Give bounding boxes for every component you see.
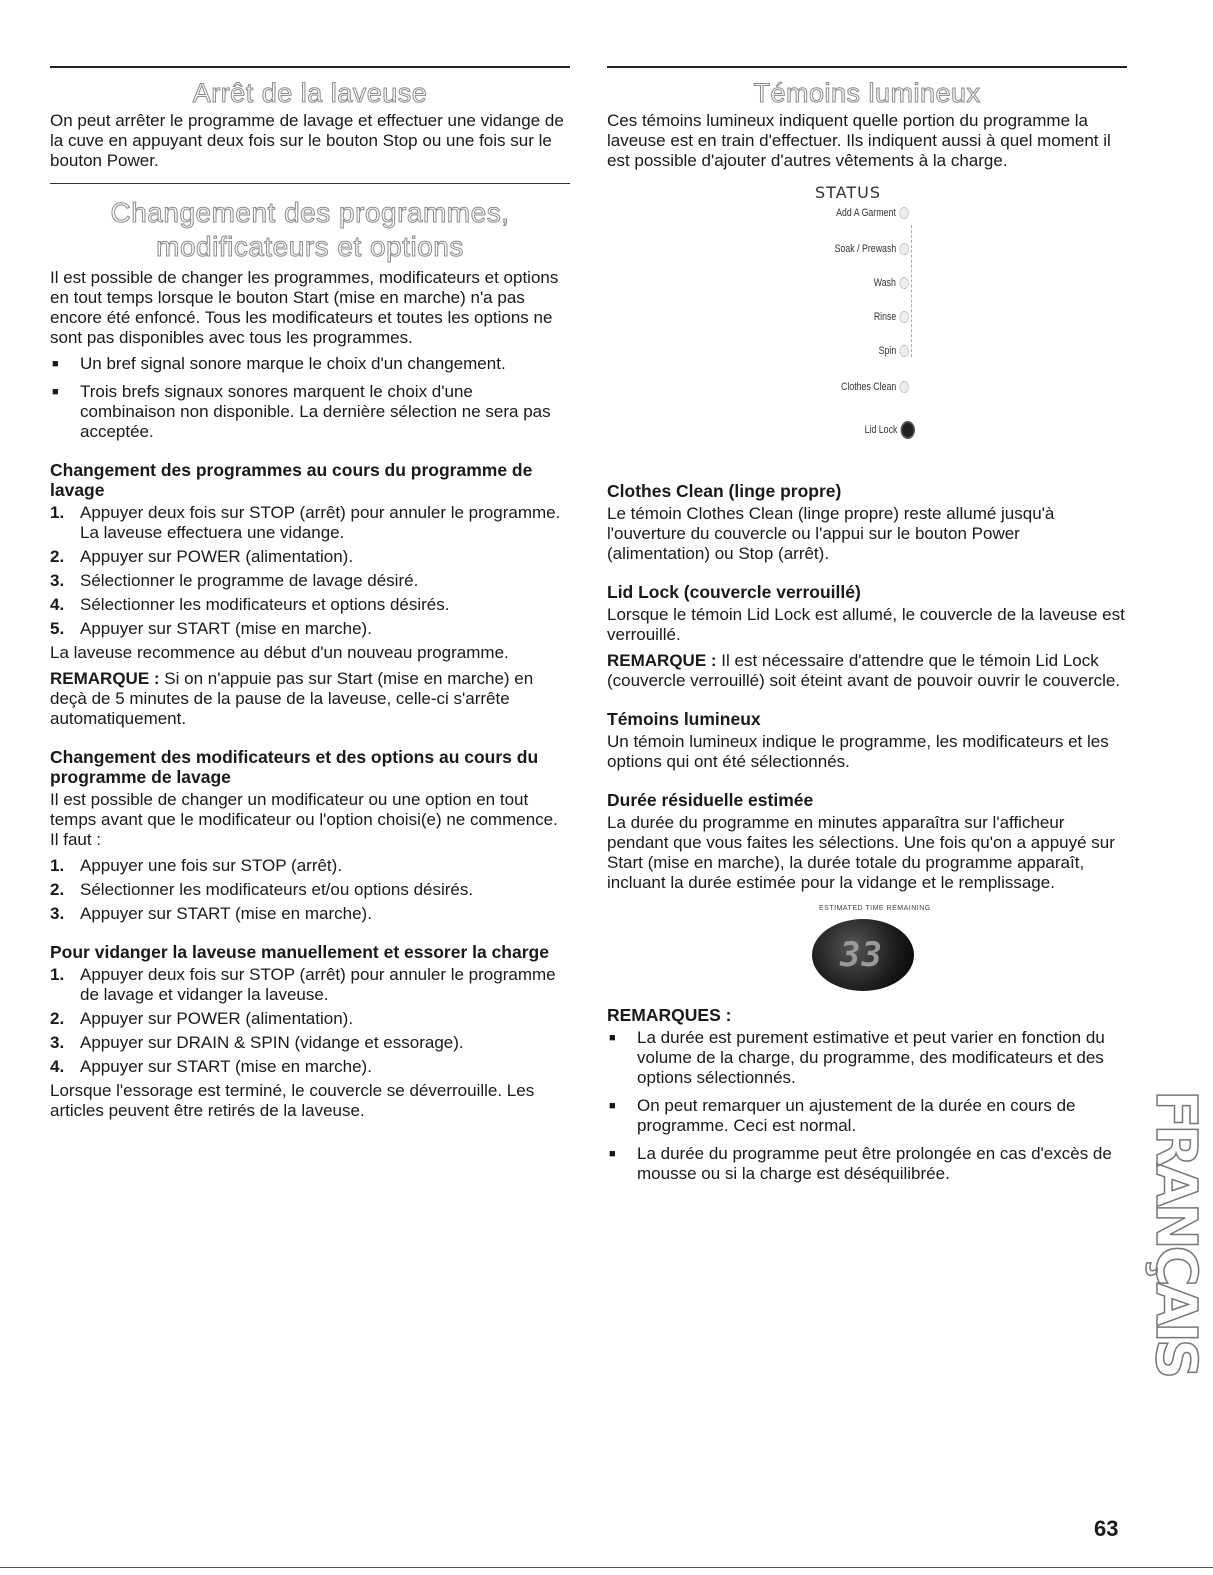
sub1-steps xyxy=(50,503,570,639)
list-item xyxy=(50,1009,570,1029)
status-label: Clothes Clean xyxy=(840,381,897,393)
sub2-intro: Il est possible de changer un modificateur ou une option en tout temps avant que le modificateur ou l'option choisi(e) ne commence. Il faut : xyxy=(50,790,558,849)
clothes-clean-heading: Clothes Clean (linge propre) xyxy=(607,481,842,501)
lock-indicator-icon xyxy=(901,421,915,439)
status-label: Add A Garment xyxy=(836,207,897,219)
indicator-light-icon xyxy=(899,311,909,323)
list-item: ■ On peut remarquer un ajustement de la durée en cours de programme. Ceci est normal. xyxy=(607,1096,1127,1136)
list-item xyxy=(50,880,570,900)
status-item-soak xyxy=(835,243,909,255)
step-number: 1. xyxy=(50,503,65,522)
side-language-label: FRANÇAIS xyxy=(1143,1090,1208,1376)
step-number: 3. xyxy=(50,571,65,590)
sub3-heading: Pour vidanger la laveuse manuellement et essorer la charge xyxy=(50,942,549,962)
step-number: 4. xyxy=(50,1057,65,1076)
step-text: Sélectionner les modificateurs et/ou options désirés. xyxy=(80,880,474,899)
step-text: Appuyer une fois sur STOP (arrêt). xyxy=(80,856,343,875)
list-item: ■ La durée du programme peut être prolongée en cas d'excès de mousse ou si la charge est déséquilibrée. xyxy=(607,1144,1127,1184)
step-text: Sélectionner le programme de lavage désiré. xyxy=(80,571,419,590)
note-label: REMARQUE : xyxy=(50,669,160,688)
status-label: Soak / Prewash xyxy=(834,243,897,255)
indicator-light-icon xyxy=(899,345,909,357)
left-column xyxy=(50,66,570,1127)
indicator-light-icon xyxy=(899,277,909,289)
sub3-steps xyxy=(50,965,570,1077)
step-text: Appuyer deux fois sur STOP (arrêt) pour annuler le programme de lavage et vidanger la laveuse. xyxy=(80,965,556,1004)
status-item-wash xyxy=(874,277,909,289)
remarques-heading: REMARQUES : xyxy=(607,1005,732,1025)
lid-lock-note xyxy=(607,651,1127,691)
list-item: ■ Un bref signal sonore marque le choix d'un changement. xyxy=(50,354,570,374)
step-number: 2. xyxy=(50,1009,65,1028)
page-number: 63 xyxy=(1094,1516,1119,1541)
status-label: Wash xyxy=(874,277,897,289)
sub1-note xyxy=(50,669,570,729)
step-text: Appuyer deux fois sur STOP (arrêt) pour annuler le programme. La laveuse effectuera une vidange. xyxy=(80,503,561,542)
note-label: REMARQUE : xyxy=(607,651,717,670)
indicator-light-icon xyxy=(899,207,909,219)
step-number: 2. xyxy=(50,880,65,899)
display-label: ESTIMATED TIME REMAINING xyxy=(819,905,931,912)
indicator-light-icon xyxy=(899,381,909,393)
sub1-after: La laveuse recommence au début d'un nouveau programme. xyxy=(50,643,509,662)
list-item: ■ La durée est purement estimative et peut varier en fonction du volume de la charge, du programme, des modificateurs et des options sélectionnés. xyxy=(607,1028,1127,1088)
note-text: Il est nécessaire d'attendre que le témoin Lid Lock (couvercle verrouillé) soit éteint avant de pouvoir ouvrir le couvercle. xyxy=(607,651,1121,690)
top-rule xyxy=(50,66,570,68)
time-display xyxy=(607,903,1127,1003)
status-item-add-garment xyxy=(837,207,909,219)
list-item: ■ Trois brefs signaux sonores marquent le choix d'une combinaison non disponible. La dernière sélection ne sera pas acceptée. xyxy=(50,382,570,442)
step-number: 5. xyxy=(50,619,65,638)
clothes-clean-text: Le témoin Clothes Clean (linge propre) reste allumé jusqu'à l'ouverture du couvercle ou l'appui sur le bouton Power (alimentation) ou Stop (arrêt). xyxy=(607,504,1055,563)
status-item-spin xyxy=(879,345,909,357)
title-line-1: Changement des programmes, xyxy=(110,197,510,228)
bottom-rule xyxy=(0,1567,1213,1568)
list-item xyxy=(50,965,570,1005)
step-text: Sélectionner les modificateurs et options désirés. xyxy=(80,595,450,614)
lid-lock-heading: Lid Lock (couvercle verrouillé) xyxy=(607,582,861,602)
duree-heading: Durée résiduelle estimée xyxy=(607,790,814,810)
step-number: 3. xyxy=(50,904,65,923)
step-number: 3. xyxy=(50,1033,65,1052)
status-label: Spin xyxy=(878,345,897,357)
step-text: Appuyer sur START (mise en marche). xyxy=(80,619,372,638)
title-line-2: modificateurs et options xyxy=(156,231,464,262)
status-panel xyxy=(607,177,1127,477)
step-number: 1. xyxy=(50,856,65,875)
status-title: STATUS xyxy=(815,183,882,202)
sub2-steps xyxy=(50,856,570,924)
changement-intro: Il est possible de changer les programmes, modificateurs et options en tout temps lorsque le bouton Start (mise en marche) n'a pas encore été enfoncé. Tous les modificateurs et toutes les options ne sont pas disponibles avec tous les programmes. xyxy=(50,268,559,347)
list-item xyxy=(50,547,570,567)
status-label: Lid Lock xyxy=(864,424,898,436)
list-item xyxy=(50,856,570,876)
display-digits: 33 xyxy=(840,935,883,975)
right-column xyxy=(607,66,1127,1192)
status-connector xyxy=(911,225,912,357)
list-item xyxy=(50,1057,570,1077)
list-item xyxy=(50,571,570,591)
remarques-bullets xyxy=(607,1028,1127,1184)
status-item-clothes-clean xyxy=(841,381,909,393)
step-text: Appuyer sur POWER (alimentation). xyxy=(80,1009,354,1028)
status-item-lid-lock xyxy=(865,421,915,439)
list-item xyxy=(50,619,570,639)
sub3-after: Lorsque l'essorage est terminé, le couvercle se déverrouille. Les articles peuvent être retirés de la laveuse. xyxy=(50,1081,535,1120)
sub1-heading: Changement des programmes au cours du programme de lavage xyxy=(50,460,533,500)
note-text: Si on n'appuie pas sur Start (mise en marche) en deçà de 5 minutes de la pause de la laveuse, celle-ci s'arrête automatiquement. xyxy=(50,669,534,728)
changement-bullets xyxy=(50,354,570,442)
section-title-arret: Arrêt de la laveuse xyxy=(192,78,428,108)
status-item-rinse xyxy=(874,311,909,323)
step-text: Appuyer sur DRAIN & SPIN (vidange et essorage). xyxy=(80,1033,464,1052)
step-number: 2. xyxy=(50,547,65,566)
temoins2-heading: Témoins lumineux xyxy=(607,709,761,729)
step-text: Appuyer sur POWER (alimentation). xyxy=(80,547,354,566)
section-rule xyxy=(50,183,570,184)
top-rule xyxy=(607,66,1127,68)
sub2-heading: Changement des modificateurs et des options au cours du programme de lavage xyxy=(50,747,539,787)
arret-text: On peut arrêter le programme de lavage et effectuer une vidange de la cuve en appuyant deux fois sur le bouton Stop ou une fois sur le bouton Power. xyxy=(50,111,564,170)
step-text: Appuyer sur START (mise en marche). xyxy=(80,1057,372,1076)
list-item xyxy=(50,503,570,543)
duree-text: La durée du programme en minutes apparaîtra sur l'afficheur pendant que vous faites les sélections. Une fois qu'on a appuyé sur Start (mise en marche), la durée totale du programme apparaît, incluant la durée estimée pour la vidange et le remplissage. xyxy=(607,813,1115,892)
status-label: Rinse xyxy=(873,311,897,323)
temoins-text: Ces témoins lumineux indiquent quelle portion du programme la laveuse est en train d'effectuer. Ils indiquent aussi à quel moment il est possible d'ajouter d'autres vêtements à la charge. xyxy=(607,111,1111,170)
step-number: 4. xyxy=(50,595,65,614)
step-text: Appuyer sur START (mise en marche). xyxy=(80,904,372,923)
list-item xyxy=(50,904,570,924)
step-number: 1. xyxy=(50,965,65,984)
section-title-temoins: Témoins lumineux xyxy=(753,78,981,108)
list-item xyxy=(50,1033,570,1053)
temoins2-text: Un témoin lumineux indique le programme, les modificateurs et les options qui ont été sélectionnés. xyxy=(607,732,1109,771)
indicator-light-icon xyxy=(899,243,909,255)
lid-lock-text: Lorsque le témoin Lid Lock est allumé, le couvercle de la laveuse est verrouillé. xyxy=(607,605,1125,644)
section-title-changement xyxy=(50,196,570,264)
list-item xyxy=(50,595,570,615)
